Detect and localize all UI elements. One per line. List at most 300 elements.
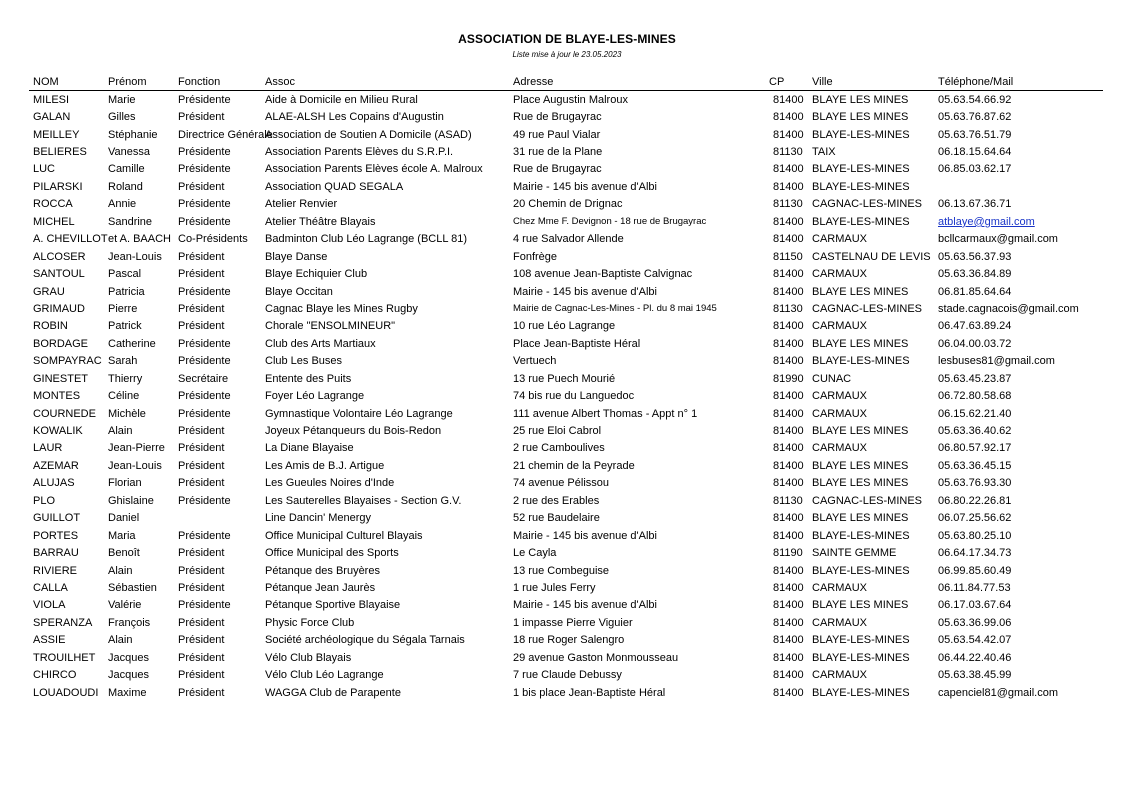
cell-contact: bcllcarmaux@gmail.com (938, 233, 1058, 246)
cell-nom: VIOLA (33, 599, 66, 612)
table-row (29, 457, 1103, 474)
table-header-row (29, 74, 1103, 91)
cell-prenom: Sarah (108, 355, 138, 368)
cell-prenom: Jacques (108, 651, 149, 664)
table-row (29, 318, 1103, 335)
cell-ville: CAGNAC-LES-MINES (812, 302, 923, 315)
cell-contact: 05.63.80.25.10 (938, 529, 1012, 542)
cell-prenom: Annie (108, 198, 137, 211)
cell-nom: PORTES (33, 529, 79, 542)
cell-prenom: Céline (108, 390, 140, 403)
cell-cp: 81400 (773, 459, 804, 472)
cell-nom: MEILLEY (33, 128, 80, 141)
table-row (29, 510, 1103, 527)
cell-adresse: 13 rue Puech Mourié (513, 372, 616, 385)
cell-fonction: Présidente (178, 198, 231, 211)
table-row (29, 213, 1103, 230)
cell-cp: 81400 (773, 111, 804, 124)
cell-ville: BLAYE LES MINES (812, 599, 909, 612)
cell-assoc: Gymnastique Volontaire Léo Lagrange (265, 407, 453, 420)
cell-fonction: Président (178, 459, 225, 472)
cell-assoc: Atelier Renvier (265, 198, 338, 211)
cell-contact: 06.64.17.34.73 (938, 547, 1012, 560)
cell-assoc: Line Dancin' Menergy (265, 512, 372, 525)
cell-assoc: Les Amis de B.J. Artigue (265, 459, 385, 472)
cell-nom: LOUADOUDI (33, 686, 99, 699)
cell-contact: 06.15.62.21.40 (938, 407, 1012, 420)
table-row (29, 422, 1103, 439)
cell-prenom: Patricia (108, 285, 145, 298)
cell-adresse: 29 avenue Gaston Monmousseau (513, 651, 679, 664)
table-row (29, 196, 1103, 213)
cell-ville: BLAYE-LES-MINES (812, 651, 910, 664)
cell-adresse: 52 rue Baudelaire (513, 512, 600, 525)
table-row (29, 475, 1103, 492)
cell-prenom: Valérie (108, 599, 142, 612)
cell-adresse: 49 rue Paul Vialar (513, 128, 601, 141)
cell-ville: CARMAUX (812, 442, 868, 455)
cell-prenom: Pascal (108, 268, 142, 281)
cell-assoc: Entente des Puits (265, 372, 352, 385)
cell-cp: 81400 (773, 407, 804, 420)
cell-fonction: Présidente (178, 390, 231, 403)
cell-fonction: Président (178, 634, 225, 647)
cell-ville: BLAYE-LES-MINES (812, 163, 910, 176)
cell-ville: BLAYE LES MINES (812, 477, 909, 490)
cell-contact: 06.11.84.77.53 (938, 581, 1011, 594)
table-row (29, 405, 1103, 422)
cell-contact: 06.80.22.26.81 (938, 494, 1012, 507)
cell-fonction: Président (178, 686, 225, 699)
cell-cp: 81400 (773, 634, 804, 647)
column-header-nom: NOM (29, 74, 104, 91)
cell-ville: BLAYE LES MINES (812, 459, 909, 472)
table-row (29, 527, 1103, 544)
cell-adresse: 10 rue Léo Lagrange (513, 320, 616, 333)
cell-assoc: Physic Force Club (265, 616, 355, 629)
cell-prenom: Michèle (108, 407, 146, 420)
cell-assoc: Blaye Danse (265, 250, 328, 263)
cell-nom: ALCOSER (33, 250, 86, 263)
cell-assoc: Blaye Occitan (265, 285, 333, 298)
cell-fonction: Présidente (178, 407, 231, 420)
cell-ville: CARMAUX (812, 616, 868, 629)
column-header-telephone-mail: Téléphone/Mail (934, 74, 1103, 91)
cell-nom: SANTOUL (33, 268, 85, 281)
column-header-prenom: Prénom (104, 74, 174, 91)
cell-assoc: WAGGA Club de Parapente (265, 686, 401, 699)
cell-adresse: 1 rue Jules Ferry (513, 581, 596, 594)
cell-assoc: Association QUAD SEGALA (265, 180, 404, 193)
cell-ville: CUNAC (812, 372, 852, 385)
cell-cp: 81400 (773, 285, 804, 298)
cell-contact (934, 178, 1103, 195)
cell-nom: MONTES (33, 390, 81, 403)
cell-contact: 06.81.85.64.64 (938, 285, 1012, 298)
cell-ville: BLAYE LES MINES (812, 512, 909, 525)
cell-fonction: Président (178, 477, 225, 490)
cell-ville: BLAYE LES MINES (812, 337, 909, 350)
cell-prenom: Ghislaine (108, 494, 154, 507)
cell-assoc: Vélo Club Blayais (265, 651, 352, 664)
cell-nom: KOWALIK (33, 425, 83, 438)
cell-prenom: Maxime (108, 686, 147, 699)
cell-assoc: Les Sauterelles Blayaises - Section G.V. (265, 494, 462, 507)
cell-adresse: 7 rue Claude Debussy (513, 669, 622, 682)
cell-prenom: Alain (108, 634, 133, 647)
cell-contact: 06.04.00.03.72 (938, 337, 1012, 350)
cell-adresse: 74 avenue Pélissou (513, 477, 610, 490)
cell-fonction: Président (178, 111, 225, 124)
cell-contact: lesbuses81@gmail.com (938, 355, 1055, 368)
cell-nom: MICHEL (33, 215, 75, 228)
cell-fonction: Président (178, 616, 225, 629)
cell-adresse: 18 rue Roger Salengro (513, 634, 625, 647)
cell-adresse: 108 avenue Jean-Baptiste Calvignac (513, 268, 693, 281)
cell-adresse: 4 rue Salvador Allende (513, 233, 624, 246)
cell-cp: 81400 (773, 215, 804, 228)
table-row (29, 562, 1103, 579)
cell-contact: 06.17.03.67.64 (938, 599, 1012, 612)
email-link[interactable]: atblaye@gmail.com (938, 215, 1035, 228)
cell-contact: 05.63.54.42.07 (938, 634, 1012, 647)
cell-ville: BLAYE-LES-MINES (812, 564, 910, 577)
cell-ville: CAGNAC-LES-MINES (812, 198, 923, 211)
cell-fonction: Présidente (178, 494, 231, 507)
cell-fonction: Président (178, 564, 225, 577)
cell-ville: BLAYE-LES-MINES (812, 686, 910, 699)
cell-contact: 05.63.36.99.06 (938, 616, 1012, 629)
cell-assoc: Foyer Léo Lagrange (265, 390, 365, 403)
cell-prenom: Camille (108, 163, 145, 176)
cell-cp: 81130 (773, 146, 803, 159)
table-row (29, 544, 1103, 561)
cell-prenom: Benoît (108, 547, 140, 560)
cell-cp: 81400 (773, 93, 804, 106)
cell-nom: BARRAU (33, 547, 79, 560)
cell-nom: ROCCA (33, 198, 73, 211)
cell-contact: 06.85.03.62.17 (938, 163, 1012, 176)
cell-assoc: Cagnac Blaye les Mines Rugby (265, 302, 418, 315)
cell-adresse: Rue de Brugayrac (513, 111, 602, 124)
cell-fonction: Président (178, 581, 225, 594)
cell-prenom: Patrick (108, 320, 142, 333)
table-row (29, 283, 1103, 300)
cell-nom: SPERANZA (33, 616, 93, 629)
cell-contact: 05.63.54.66.92 (938, 93, 1012, 106)
table-row (29, 335, 1103, 352)
cell-cp: 81190 (773, 547, 803, 560)
cell-adresse: Le Cayla (513, 547, 557, 560)
cell-fonction: Secrétaire (178, 372, 229, 385)
column-header-cp: CP (765, 74, 808, 91)
cell-adresse: 31 rue de la Plane (513, 146, 603, 159)
cell-cp: 81400 (773, 616, 804, 629)
cell-prenom: Jean-Pierre (108, 442, 165, 455)
cell-assoc: Joyeux Pétanqueurs du Bois-Redon (265, 425, 442, 438)
cell-cp: 81400 (773, 651, 804, 664)
cell-assoc: Aide à Domicile en Milieu Rural (265, 93, 418, 106)
cell-adresse: 111 avenue Albert Thomas - Appt n° 1 (513, 407, 698, 420)
cell-ville: TAIX (812, 146, 836, 159)
table-row (29, 91, 1103, 109)
cell-cp: 81400 (773, 669, 804, 682)
cell-ville: BLAYE LES MINES (812, 93, 909, 106)
cell-nom: RIVIERE (33, 564, 78, 577)
cell-nom: CHIRCO (33, 669, 77, 682)
cell-prenom: Maria (108, 529, 136, 542)
cell-nom: LUC (33, 163, 56, 176)
cell-ville: CARMAUX (812, 669, 868, 682)
cell-prenom: Catherine (108, 337, 156, 350)
cell-fonction: Présidente (178, 163, 231, 176)
cell-ville: SAINTE GEMME (812, 547, 897, 560)
cell-assoc: Les Gueules Noires d'Inde (265, 477, 395, 490)
cell-contact: 06.72.80.58.68 (938, 390, 1012, 403)
cell-nom: ALUJAS (33, 477, 75, 490)
cell-cp: 81400 (773, 390, 804, 403)
cell-cp: 81400 (773, 442, 804, 455)
cell-nom: BORDAGE (33, 337, 89, 350)
cell-assoc: Club Les Buses (265, 355, 343, 368)
cell-assoc: Association Parents Elèves école A. Malroux (265, 163, 483, 176)
table-row (29, 579, 1103, 596)
table-row (29, 684, 1103, 701)
cell-fonction: Président (178, 250, 225, 263)
cell-ville: CASTELNAU DE LEVIS (812, 250, 931, 263)
cell-prenom: Roland (108, 180, 143, 193)
cell-adresse: 20 Chemin de Drignac (513, 198, 623, 211)
cell-prenom: Marie (108, 93, 136, 106)
cell-adresse: 2 rue des Erables (513, 494, 600, 507)
table-row (29, 178, 1103, 195)
cell-contact: 05.63.36.40.62 (938, 425, 1012, 438)
cell-cp: 81400 (773, 268, 804, 281)
cell-fonction: Président (178, 320, 225, 333)
cell-ville: CAGNAC-LES-MINES (812, 494, 923, 507)
cell-contact: capenciel81@gmail.com (938, 686, 1059, 699)
cell-prenom: Gilles (108, 111, 136, 124)
cell-nom: CALLA (33, 581, 68, 594)
cell-assoc: Office Municipal Culturel Blayais (265, 529, 423, 542)
cell-prenom: François (108, 616, 151, 629)
cell-adresse: 21 chemin de la Peyrade (513, 459, 635, 472)
cell-fonction: Présidente (178, 599, 231, 612)
table-row (29, 649, 1103, 666)
cell-cp: 81400 (773, 180, 804, 193)
cell-cp: 81990 (773, 372, 804, 385)
cell-prenom: Alain (108, 564, 133, 577)
cell-adresse: 25 rue Eloi Cabrol (513, 425, 602, 438)
cell-fonction: Président (178, 302, 225, 315)
cell-prenom: Jean-Louis (108, 459, 162, 472)
table-row (29, 248, 1103, 265)
cell-ville: CARMAUX (812, 268, 868, 281)
cell-ville: CARMAUX (812, 581, 868, 594)
cell-fonction (174, 510, 261, 527)
cell-adresse: Fonfrège (513, 250, 558, 263)
cell-prenom: Jean-Louis (108, 250, 162, 263)
cell-nom: ASSIE (33, 634, 66, 647)
cell-ville: BLAYE-LES-MINES (812, 529, 910, 542)
cell-prenom: Alain (108, 425, 133, 438)
cell-assoc: Office Municipal des Sports (265, 547, 399, 560)
cell-adresse: Place Jean-Baptiste Héral (513, 337, 641, 350)
update-date: Liste mise à jour le 23.05.2023 (512, 50, 622, 59)
cell-fonction: Président (178, 425, 225, 438)
cell-nom: GUILLOT (33, 512, 81, 525)
cell-nom: GRIMAUD (33, 302, 85, 315)
cell-contact: stade.cagnacois@gmail.com (938, 302, 1079, 315)
table-row (29, 370, 1103, 387)
cell-assoc: Chorale "ENSOLMINEUR" (265, 320, 396, 333)
cell-cp: 81130 (773, 302, 803, 315)
cell-prenom: et A. BAACH (108, 233, 171, 246)
table-row (29, 614, 1103, 631)
cell-nom: GINESTET (33, 372, 89, 385)
cell-fonction: Président (178, 180, 225, 193)
cell-nom: MILESI (33, 93, 70, 106)
cell-adresse: 13 rue Combeguise (513, 564, 610, 577)
cell-fonction: Présidente (178, 93, 231, 106)
column-header-ville: Ville (808, 74, 934, 91)
cell-prenom: Pierre (108, 302, 138, 315)
cell-fonction: Présidente (178, 337, 231, 350)
cell-ville: BLAYE-LES-MINES (812, 355, 910, 368)
cell-adresse: 74 bis rue du Languedoc (513, 390, 635, 403)
cell-fonction: Présidente (178, 146, 231, 159)
cell-contact: 06.80.57.92.17 (938, 442, 1012, 455)
associations-table (29, 74, 1103, 701)
cell-nom: TROUILHET (33, 651, 96, 664)
cell-ville: BLAYE-LES-MINES (812, 128, 910, 141)
cell-ville: CARMAUX (812, 233, 868, 246)
cell-cp: 81150 (773, 250, 803, 263)
cell-cp: 81400 (773, 581, 804, 594)
cell-contact: 06.47.63.89.24 (938, 320, 1012, 333)
cell-ville: BLAYE-LES-MINES (812, 634, 910, 647)
cell-contact: 06.13.67.36.71 (938, 198, 1012, 211)
cell-assoc: La Diane Blayaise (265, 442, 354, 455)
page-title: ASSOCIATION DE BLAYE-LES-MINES (458, 32, 676, 46)
cell-cp: 81400 (773, 529, 804, 542)
cell-fonction: Président (178, 651, 225, 664)
column-header-assoc: Assoc (261, 74, 509, 91)
cell-contact: 05.63.36.84.89 (938, 268, 1012, 281)
table-row (29, 231, 1103, 248)
table-row (29, 387, 1103, 404)
cell-nom: PLO (33, 494, 56, 507)
cell-fonction: Présidente (178, 215, 231, 228)
cell-adresse: Mairie - 145 bis avenue d'Albi (513, 285, 657, 298)
cell-nom: GALAN (33, 111, 71, 124)
cell-adresse: 2 rue Camboulives (513, 442, 605, 455)
cell-ville: CARMAUX (812, 320, 868, 333)
cell-ville: BLAYE-LES-MINES (812, 215, 910, 228)
cell-nom: LAUR (33, 442, 63, 455)
cell-ville: CARMAUX (812, 390, 868, 403)
cell-assoc: ALAE-ALSH Les Copains d'Augustin (265, 111, 444, 124)
table-body (29, 91, 1103, 702)
cell-fonction: Présidente (178, 355, 231, 368)
table-row (29, 632, 1103, 649)
cell-fonction: Co-Présidents (178, 233, 248, 246)
cell-contact: 05.63.38.45.99 (938, 669, 1012, 682)
cell-cp: 81400 (773, 477, 804, 490)
cell-fonction: Président (178, 442, 225, 455)
cell-cp: 81400 (773, 337, 804, 350)
cell-assoc: Club des Arts Martiaux (265, 337, 376, 350)
cell-contact: 05.63.56.37.93 (938, 250, 1012, 263)
cell-ville: BLAYE LES MINES (812, 285, 909, 298)
cell-adresse: Rue de Brugayrac (513, 163, 602, 176)
cell-cp: 81400 (773, 163, 804, 176)
cell-nom: COURNEDE (33, 407, 96, 420)
cell-prenom: Sébastien (108, 581, 157, 594)
cell-cp: 81400 (773, 599, 804, 612)
table-row (29, 143, 1103, 160)
cell-nom: AZEMAR (33, 459, 79, 472)
cell-prenom: Daniel (108, 512, 140, 525)
cell-nom: ROBIN (33, 320, 68, 333)
table-row (29, 492, 1103, 509)
table-row (29, 666, 1103, 683)
cell-contact: 06.18.15.64.64 (938, 146, 1012, 159)
cell-contact: 06.07.25.56.62 (938, 512, 1012, 525)
cell-cp: 81400 (773, 564, 804, 577)
cell-cp: 81400 (773, 425, 804, 438)
cell-assoc: Association Parents Elèves du S.R.P.I. (265, 146, 454, 159)
cell-contact: 05.63.36.45.15 (938, 459, 1012, 472)
cell-contact: 05.63.76.87.62 (938, 111, 1012, 124)
cell-adresse: Mairie - 145 bis avenue d'Albi (513, 529, 657, 542)
cell-cp: 81400 (773, 128, 804, 141)
cell-fonction: Présidente (178, 285, 231, 298)
cell-cp: 81130 (773, 198, 803, 211)
cell-adresse: Mairie - 145 bis avenue d'Albi (513, 599, 657, 612)
cell-prenom: Jacques (108, 669, 149, 682)
table-row (29, 126, 1103, 143)
cell-ville: BLAYE-LES-MINES (812, 180, 910, 193)
cell-cp: 81400 (773, 686, 804, 699)
cell-cp: 81400 (773, 355, 804, 368)
cell-nom: GRAU (33, 285, 65, 298)
cell-assoc: Atelier Théâtre Blayais (265, 215, 376, 228)
cell-assoc: Vélo Club Léo Lagrange (265, 669, 384, 682)
cell-cp: 81400 (773, 233, 804, 246)
cell-assoc: Badminton Club Léo Lagrange (BCLL 81) (265, 233, 468, 246)
cell-cp: 81400 (773, 320, 804, 333)
cell-prenom: Stéphanie (108, 128, 158, 141)
cell-contact: 05.63.76.51.79 (938, 128, 1012, 141)
cell-fonction: Président (178, 268, 225, 281)
cell-prenom: Sandrine (108, 215, 153, 228)
cell-adresse: Place Augustin Malroux (513, 93, 628, 106)
cell-prenom: Florian (108, 477, 142, 490)
table-row (29, 161, 1103, 178)
table-row (29, 440, 1103, 457)
column-header-adresse: Adresse (509, 74, 765, 91)
cell-contact: 05.63.45.23.87 (938, 372, 1012, 385)
column-header-fonction: Fonction (174, 74, 261, 91)
cell-fonction: Directrice Générale (178, 128, 273, 141)
cell-ville: BLAYE LES MINES (812, 425, 909, 438)
cell-assoc: Pétanque Jean Jaurès (265, 581, 376, 594)
cell-nom: PILARSKI (33, 180, 83, 193)
cell-ville: CARMAUX (812, 407, 868, 420)
cell-nom: BELIERES (33, 146, 87, 159)
table-row (29, 353, 1103, 370)
